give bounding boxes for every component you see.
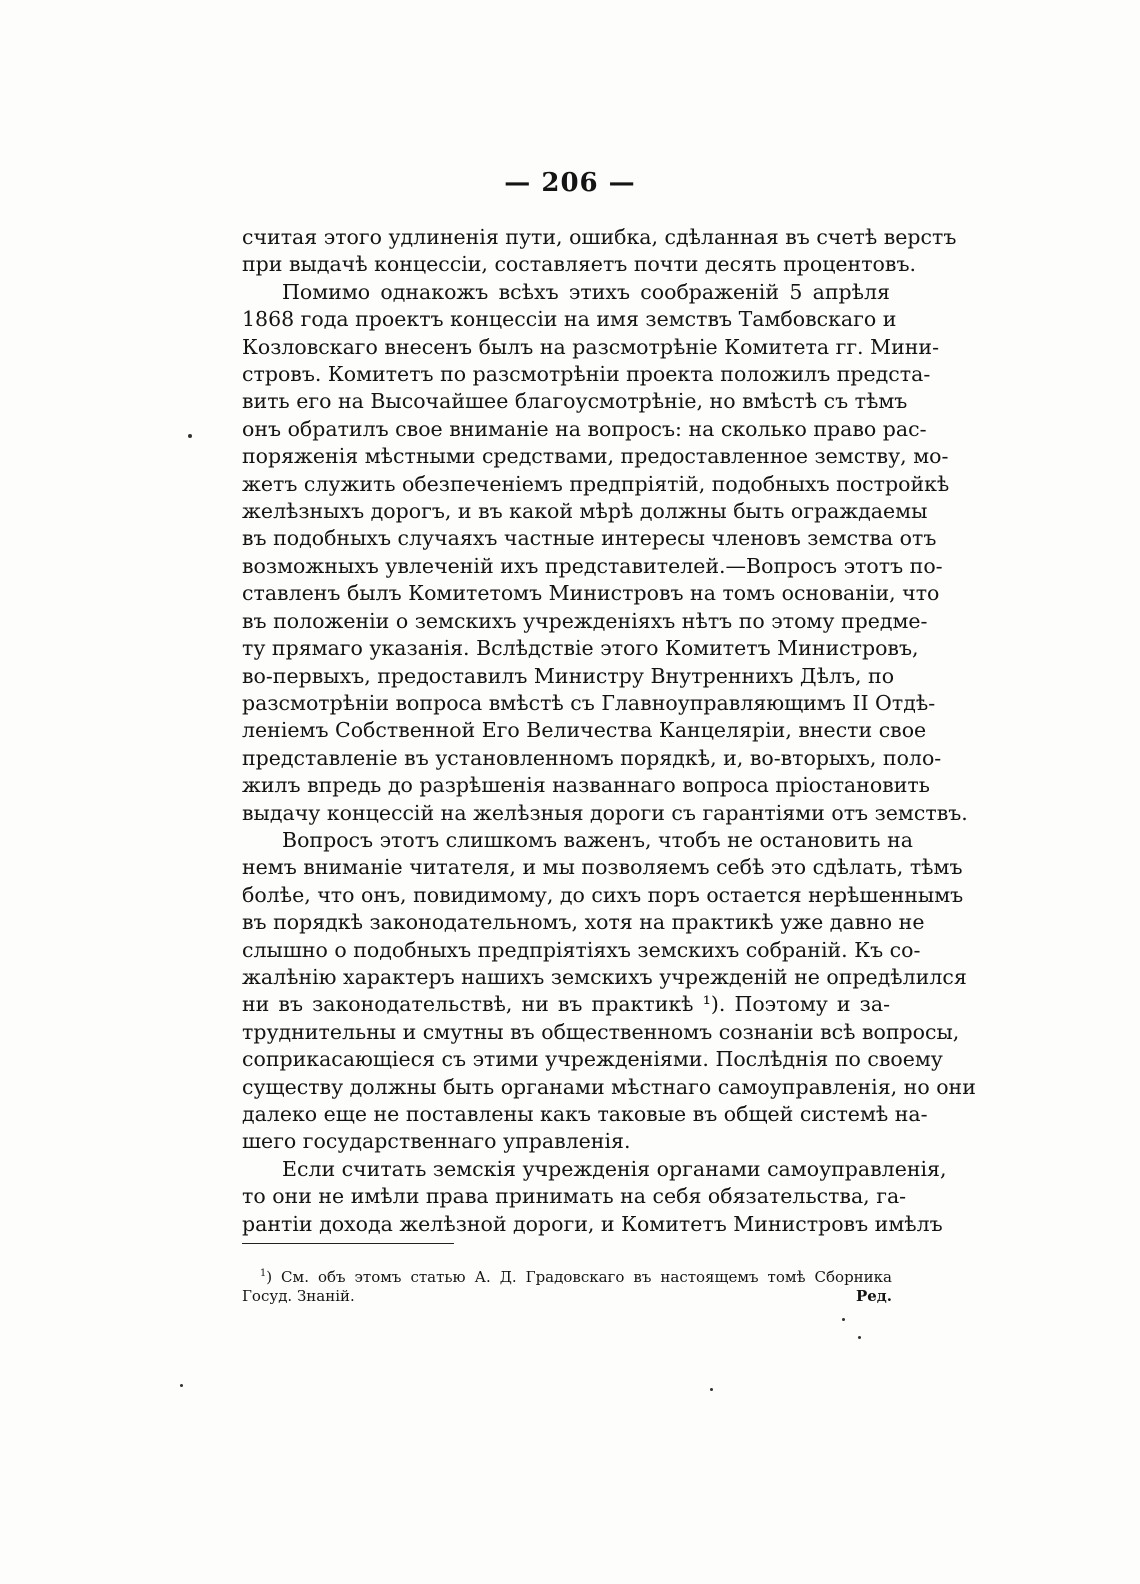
scan-speck <box>180 1384 183 1387</box>
page-number: — 206 — <box>504 168 636 198</box>
text-line: далеко еще не поставлены какъ таковые въ общей системѣ на- <box>242 1102 928 1126</box>
text-line: поряженія мѣстными средствами, предоставленное земству, мо- <box>242 444 949 469</box>
text-line: жалѣнію характеръ нашихъ земскихъ учрежденій не опредѣлился <box>242 964 967 989</box>
text-line: Помимо однакожъ всѣхъ этихъ соображеній 5 апрѣля <box>282 279 890 304</box>
text-line: леніемъ Собственной Его Величества Канцеляріи, внести свое <box>242 718 927 743</box>
text-line: труднительны и смутны въ общественномъ сознаніи всѣ вопросы, <box>242 1019 960 1044</box>
text-line: вить его на Высочайшее благоусмотрѣніе, но вмѣстѣ съ тѣмъ <box>242 389 908 414</box>
footnote-editor-mark: Ред. <box>855 1287 892 1305</box>
text-line: выдачу концессій на желѣзныя дороги съ гарантіями отъ земствъ. <box>242 800 968 825</box>
text-line: существу должны быть органами мѣстнаго самоуправленія, но они <box>242 1074 976 1099</box>
text-line: шего государственнаго управленія. <box>242 1129 631 1154</box>
text-line: жетъ служить обезпеченіемъ предпріятій, подобныхъ постройкѣ <box>242 471 950 496</box>
text-line: Вопросъ этотъ слишкомъ важенъ, чтобъ не остановить на <box>282 827 913 852</box>
text-line: считая этого удлиненія пути, ошибка, сдѣланная въ счетѣ верстъ <box>242 225 957 249</box>
text-line: жилъ впредь до разрѣшенія названнаго вопроса пріостановить <box>242 773 930 798</box>
footnote-marker: 1 <box>260 1268 267 1279</box>
text-line: разсмотрѣніи вопроса вмѣстѣ съ Главноуправляющимъ II Отдѣ- <box>242 690 936 715</box>
text-line: Если считать земскія учрежденія органами самоуправленія, <box>282 1156 947 1181</box>
footnote-text-1: ) См. объ этомъ статью А. Д. Градовскаго въ настоящемъ томѣ Сборника <box>266 1268 892 1286</box>
text-line: стровъ. Комитетъ по разсмотрѣніи проекта положилъ предста- <box>242 362 931 387</box>
text-line: возможныхъ увлеченій ихъ представителей.—Вопросъ этотъ по- <box>242 553 943 578</box>
text-line: ставленъ былъ Комитетомъ Министровъ на томъ основаніи, что <box>242 581 940 606</box>
text-line: слышно о подобныхъ предпріятіяхъ земскихъ собраній. Къ со- <box>242 937 921 962</box>
text-line: соприкасающіеся съ этими учрежденіями. Послѣднія по своему <box>242 1047 943 1072</box>
text-line: ни въ законодательствѣ, ни въ практикѣ ¹). Поэтому и за- <box>242 992 890 1017</box>
text-line: Козловскаго внесенъ былъ на разсмотрѣніе Комитета гг. Мини- <box>242 334 939 359</box>
text-line: 1868 года проектъ концессіи на имя земствъ Тамбовскаго и <box>242 307 897 332</box>
text-line: онъ обратилъ свое вниманіе на вопросъ: на сколько право рас- <box>242 416 927 441</box>
footnote-text-2: Госуд. Знаній. <box>242 1287 355 1305</box>
text-line: рантіи дохода желѣзной дороги, и Комитетъ Министровъ имѣлъ <box>242 1211 943 1236</box>
footnote-line-2 <box>242 1287 892 1306</box>
text-line: въ положеніи о земскихъ учрежденіяхъ нѣтъ по этому предме- <box>242 608 928 633</box>
text-line: болѣе, что онъ, повидимому, до сихъ поръ остается нерѣшеннымъ <box>242 882 964 907</box>
scan-speck <box>188 434 192 438</box>
footnote-separator <box>242 1243 454 1244</box>
body-text <box>242 224 976 1238</box>
text-line: при выдачѣ концессіи, составляетъ почти десять процентовъ. <box>242 252 916 277</box>
text-line: то они не имѣли права принимать на себя обязательства, га- <box>242 1184 907 1209</box>
text-line: желѣзныхъ дорогъ, и въ какой мѣрѣ должны быть ограждаемы <box>242 499 928 524</box>
text-line: во-первыхъ, предоставилъ Министру Внутреннихъ Дѣлъ, по <box>242 663 895 688</box>
scan-speck <box>710 1388 713 1391</box>
text-line: въ порядкѣ законодательномъ, хотя на практикѣ уже давно не <box>242 910 925 935</box>
text-line: ту прямаго указанія. Вслѣдствіе этого Комитетъ Министровъ, <box>242 636 919 661</box>
footnote <box>242 1268 892 1306</box>
text-line: немъ вниманіе читателя, и мы позволяемъ себѣ это сдѣлать, тѣмъ <box>242 855 963 880</box>
footnote-line-1 <box>242 1268 892 1287</box>
text-line: въ подобныхъ случаяхъ частные интересы членовъ земства отъ <box>242 526 937 551</box>
scan-speck <box>842 1318 845 1321</box>
text-line: представленіе въ установленномъ порядкѣ, и, во-вторыхъ, поло- <box>242 745 942 770</box>
scan-speck <box>858 1336 861 1339</box>
